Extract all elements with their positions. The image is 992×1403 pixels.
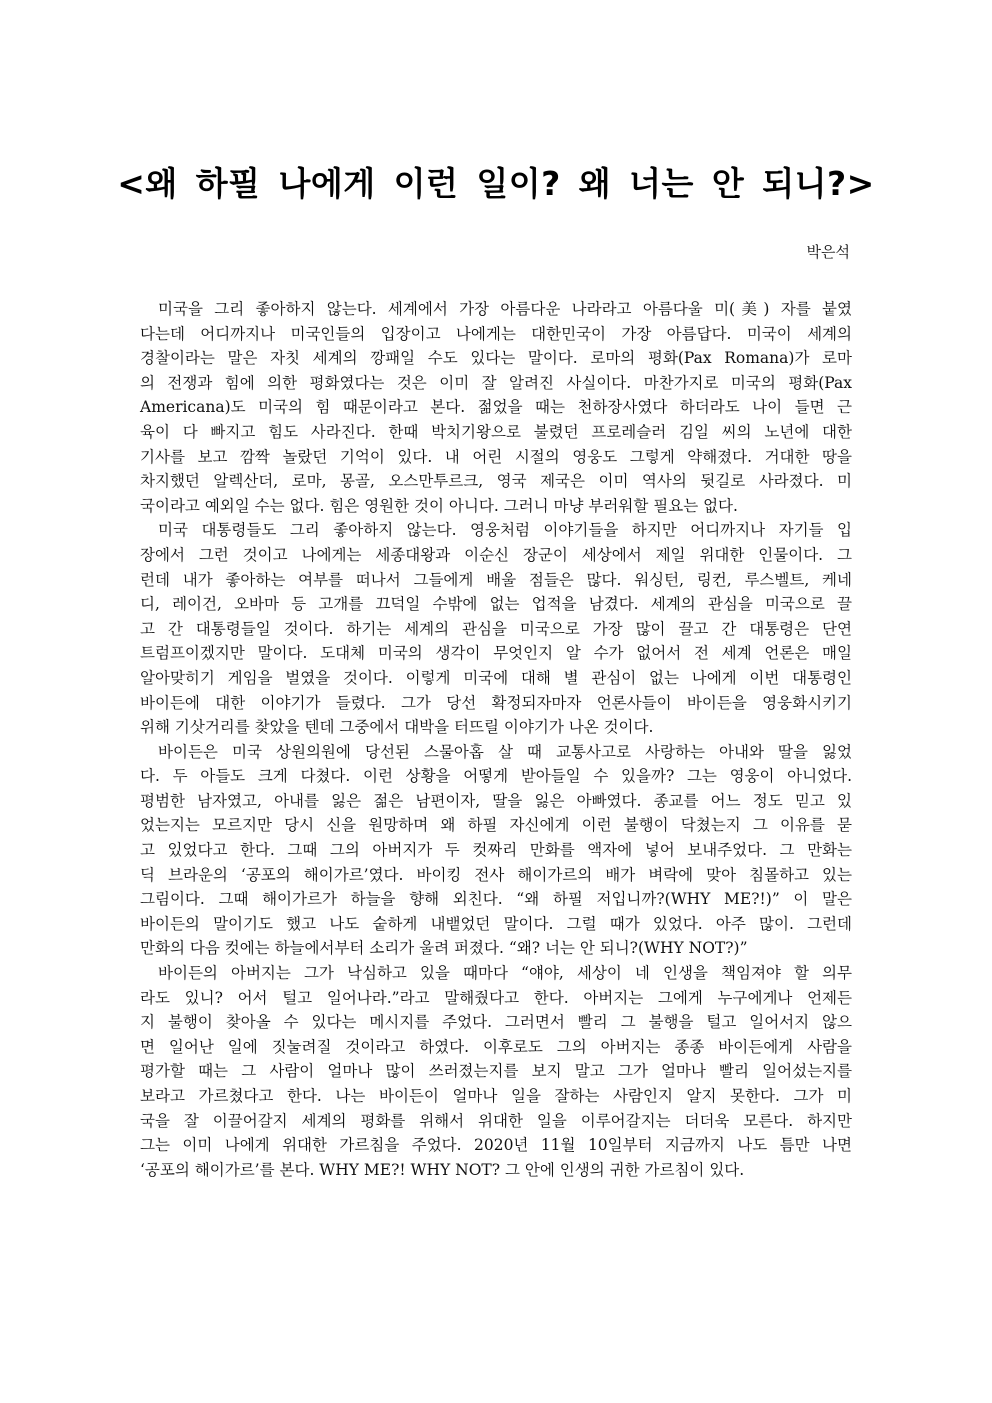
text-line: 고 간 대통령들일 것이다. 하기는 세계의 관심을 미국으로 가장 많이 끌고 간 대통령은 단연 [140, 619, 852, 638]
text-line: 의 전쟁과 힘에 의한 평화였다는 것은 이미 잘 알려진 사실이다. 마찬가지로 미국의 평화(Pax [140, 373, 852, 392]
text-line: 보라고 가르쳤다고 한다. 나는 바이든이 얼마나 일을 잘하는 사람인지 알지 못한다. 그가 미 [140, 1087, 852, 1105]
text-line: 미국 대통령들도 그리 좋아하지 않는다. 영웅처럼 이야기들을 하지만 어디까지나 자기들 입 [158, 521, 852, 540]
text-line: 육이 다 빠지고 힘도 사라진다. 한때 박치기왕으로 불렸던 프로레슬러 김일 씨의 노년에 대한 [140, 422, 852, 441]
document-title: <왜 하필 나에게 이런 일이? 왜 너는 안 되니?> [117, 164, 875, 203]
text-line: 그림이다. 그때 해이가르가 하늘을 향해 외친다. “왜 하필 저입니까?(WHY ME?!)” 이 말은 [140, 890, 852, 909]
paragraph-1 [140, 297, 852, 518]
text-line: 평범한 남자였고, 아내를 잃은 젊은 남편이자, 딸을 잃은 아빠였다. 종교를 어느 정도 믿고 있 [140, 791, 852, 810]
text-line: 경찰이라는 말은 자칫 세계의 깡패일 수도 있다는 말이다. 로마의 평화(Pax Romana)가 로마 [140, 349, 852, 368]
paragraph-4 [140, 961, 852, 1182]
text-line: 미국을 그리 좋아하지 않는다. 세계에서 가장 아름다운 나라라고 아름다울 미(美) 자를 붙였 [158, 300, 852, 318]
text-line: 그는 이미 나에게 위대한 가르침을 주었다. 2020년 11월 10일부터 지금까지 나도 틈만 나면 [140, 1136, 852, 1155]
text-line: 고 있었다고 한다. 그때 그의 아버지가 두 컷짜리 만화를 액자에 넣어 보내주었다. 그 만화는 [140, 841, 852, 860]
text-line: 국이라고 예외일 수는 없다. 힘은 영원한 것이 아니다. 그러니 마냥 부러워할 필요는 없다. [140, 496, 738, 515]
text-line: 바이든에 대한 이야기가 들렸다. 그가 당선 확정되자마자 언론사들이 바이든을 영웅화시키기 [140, 693, 852, 712]
text-line: 평가할 때는 그 사람이 얼마나 많이 쓰러졌는지를 보지 말고 그가 얼마나 빨리 일어섰는지를 [140, 1062, 852, 1081]
text-line: ‘공포의 해이가르’를 본다. WHY ME?! WHY NOT? 그 안에 인생의 귀한 가르침이 있다. [140, 1160, 745, 1179]
text-line: 런데 내가 좋아하는 여부를 떠나서 그들에게 배울 점들은 많다. 워싱턴, 링컨, 루스벨트, 케네 [140, 570, 852, 589]
text-line: 바이든의 말이기도 했고 나도 숱하게 내뱉었던 말이다. 그럴 때가 있었다. 아주 많이. 그런데 [140, 914, 852, 933]
paragraph-2 [140, 518, 852, 739]
text-line: 장에서 그런 것이고 나에게는 세종대왕과 이순신 장군이 세상에서 제일 위대한 인물이다. 그 [140, 545, 852, 564]
document-body [140, 297, 852, 1182]
text-line: 만화의 다음 컷에는 하늘에서부터 소리가 울려 퍼졌다. “왜? 너는 안 되니?(WHY NOT?)” [140, 939, 748, 958]
text-line: 었는지는 모르지만 당시 신을 원망하며 왜 하필 자신에게 이런 불행이 닥쳤는지 그 이유를 묻 [140, 816, 852, 835]
text-line: 딕 브라운의 ‘공포의 해이가르’였다. 바이킹 전사 해이가르의 배가 벼락에 맞아 침몰하고 있는 [140, 865, 852, 884]
text-line: 면 일어난 일에 짓눌려질 것이라고 하였다. 이후로도 그의 아버지는 종종 바이든에게 사람을 [140, 1037, 852, 1056]
text-line: 바이든은 미국 상원의원에 당선된 스물아홉 살 때 교통사고로 사랑하는 아내와 딸을 잃었 [158, 742, 852, 761]
text-line: 차지했던 알렉산더, 로마, 몽골, 오스만투르크, 영국 제국은 이미 역사의 뒷길로 사라졌다. 미 [140, 472, 852, 491]
text-line: Americana)도 미국의 힘 때문이라고 본다. 젊었을 때는 천하장사였다 하더라도 나이 들면 근 [140, 398, 852, 417]
text-line: 지 불행이 찾아올 수 있다는 메시지를 주었다. 그러면서 빨리 그 불행을 털고 일어서지 않으 [140, 1013, 852, 1032]
text-line: 디, 레이건, 오바마 등 고개를 끄덕일 수밖에 없는 업적을 남겼다. 세계의 관심을 미국으로 끌 [140, 595, 852, 614]
text-line: 다. 두 아들도 크게 다쳤다. 이런 상황을 어떻게 받아들일 수 있을까? 그는 영웅이 아니었다. [140, 767, 852, 786]
paragraph-3 [140, 740, 852, 961]
text-line: 기사를 보고 깜짝 놀랐던 기억이 있다. 내 어린 시절의 영웅도 그렇게 약해졌다. 거대한 땅을 [140, 447, 852, 466]
text-line: 알아맞히기 게임을 벌였을 것이다. 이렇게 미국에 대해 별 관심이 없는 나에게 이번 대통령인 [140, 668, 852, 687]
text-line: 다는데 어디까지나 미국인들의 입장이고 나에게는 대한민국이 가장 아름답다. 미국이 세계의 [140, 324, 852, 343]
text-line: 트럼프이겠지만 말이다. 도대체 미국의 생각이 무엇인지 알 수가 없어서 전 세계 언론은 매일 [140, 644, 852, 663]
text-line: 라도 있니? 어서 털고 일어나라.”라고 말해줬다고 한다. 아버지는 그에게 누구에게나 언제든 [140, 988, 852, 1007]
author-name: 박은석 [806, 243, 850, 261]
text-line: 국을 잘 이끌어갈지 세계의 평화를 위해서 위대한 일을 이루어갈지는 더더욱 모른다. 하지만 [140, 1111, 852, 1130]
text-line: 바이든의 아버지는 그가 낙심하고 있을 때마다 “얘야, 세상이 네 인생을 책임져야 할 의무 [158, 964, 852, 983]
text-line: 위해 기삿거리를 찾았을 텐데 그중에서 대박을 터뜨릴 이야기가 나온 것이다. [140, 718, 654, 737]
